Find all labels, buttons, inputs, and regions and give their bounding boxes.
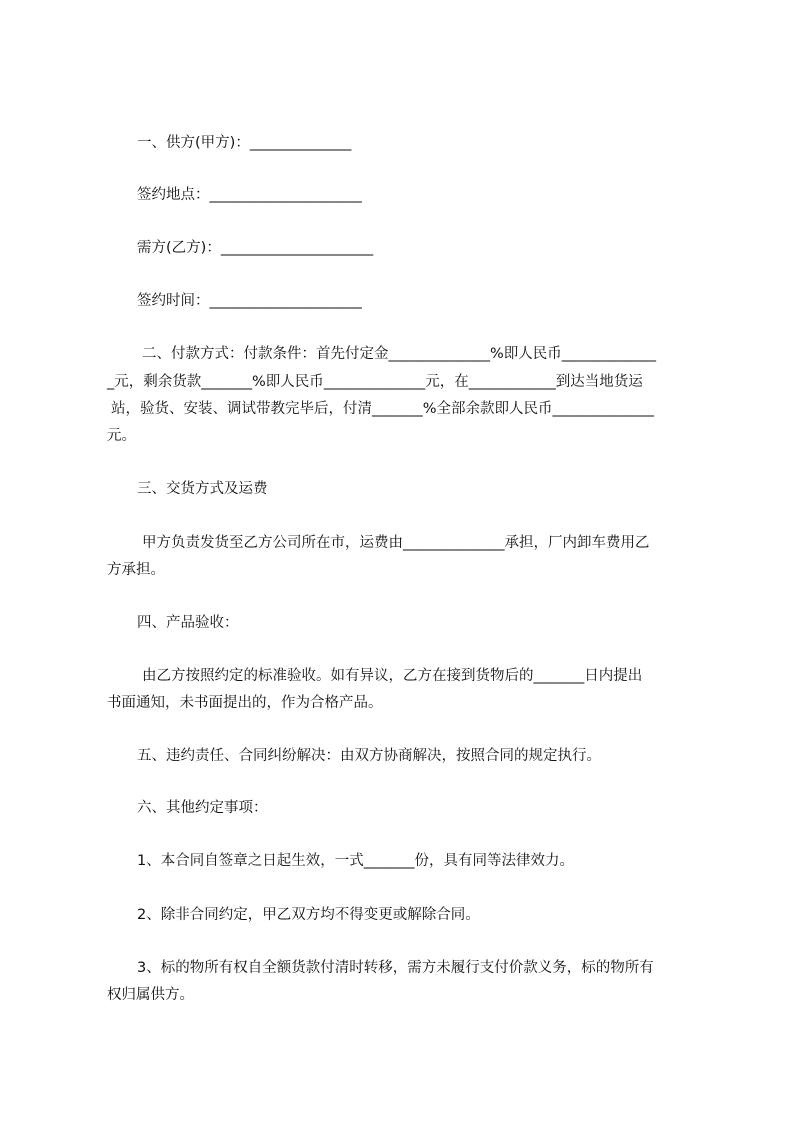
payment-line-2: _元，剩余货款_______%即人民币______________元，在____________到达当地货运 [107, 374, 643, 390]
sign-time-line: 签约时间：_____________________ [137, 293, 362, 309]
delivery-line-2: 方承担。 [107, 562, 165, 578]
other-title: 六、其他约定事项： [137, 800, 268, 816]
supplier-line: 一、供方(甲方)：______________ [137, 135, 352, 151]
delivery-title: 三、交货方式及运费 [137, 481, 268, 497]
other-item-2: 2、除非合同约定，甲乙双方均不得变更或解除合同。 [137, 907, 480, 923]
payment-line-3: 站，验货、安装、调试带教完毕后，付清_______%全部余款即人民币______________ [111, 401, 655, 417]
payment-line-1: 二、付款方式：付款条件：首先付定金______________%即人民币_____________ [142, 346, 657, 362]
other-item-3-line-1: 3、标的物所有权自全额货款付清时转移，需方未履行支付价款义务，标的物所有 [137, 960, 654, 976]
other-item-1: 1、本合同自签章之日起生效，一式_______份，具有同等法律效力。 [137, 853, 574, 869]
buyer-line: 需方(乙方)：_____________________ [137, 240, 374, 256]
other-item-3-line-2: 权归属供方。 [107, 987, 194, 1003]
acceptance-title: 四、产品验收： [137, 615, 239, 631]
breach-line: 五、违约责任、合同纠纷解决：由双方协商解决，按照合同的规定执行。 [137, 748, 601, 764]
sign-place-line: 签约地点：_____________________ [137, 187, 362, 203]
payment-line-4: 元。 [107, 428, 136, 444]
acceptance-line-1: 由乙方按照约定的标准验收。如有异议，乙方在接到货物后的_______日内提出 [142, 668, 643, 684]
acceptance-line-2: 书面通知，未书面提出的，作为合格产品。 [107, 695, 383, 711]
delivery-line-1: 甲方负责发货至乙方公司所在市，运费由______________承担，厂内卸车费用乙 [142, 535, 650, 551]
